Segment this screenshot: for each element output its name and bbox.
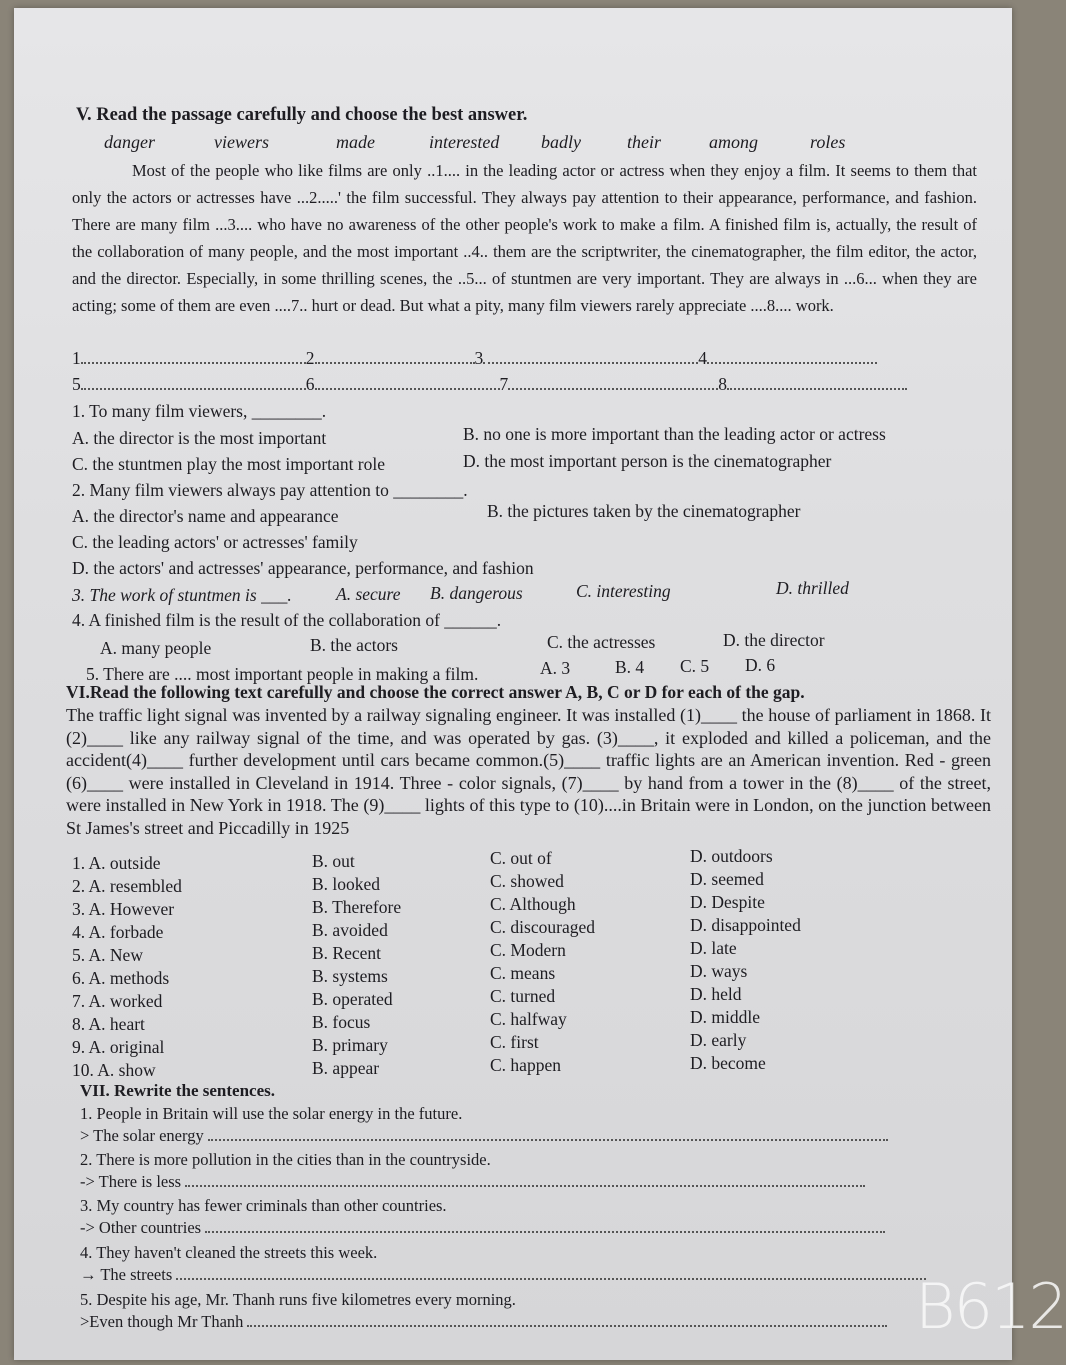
- mc-option-c[interactable]: C. Modern: [490, 940, 566, 960]
- option-a[interactable]: A. the director's name and appearance: [72, 506, 339, 526]
- option-d[interactable]: D. the most important person is the cinematographer: [463, 451, 832, 471]
- mc-option-c[interactable]: C. happen: [490, 1055, 561, 1075]
- mc-question-option-a[interactable]: 10. A. show: [72, 1060, 156, 1080]
- mc-option-b[interactable]: B. focus: [312, 1011, 371, 1032]
- option-a[interactable]: A. secure: [336, 584, 401, 604]
- mc-question-option-a[interactable]: 5. A. New: [72, 945, 143, 965]
- mc-question-option-a[interactable]: 2. A. resembled: [72, 876, 182, 896]
- answer-blank[interactable]: [483, 350, 698, 364]
- answer-blank[interactable]: [315, 350, 475, 364]
- mc-option-c[interactable]: C. Although: [490, 894, 576, 914]
- option-b[interactable]: B. no one is more important than the leading actor or actress: [463, 424, 886, 444]
- section-6-passage: The traffic light signal was invented by a railway signaling engineer. It was installed (1)____ the house of parliament in 1868. It (2)____ like any railway signal of the time, and was operated by gas. (3)____, it exploded and killed a policeman, and the accident(4)____ further development until cars became common.(5)____ traffic lights are an American invention. Red - green (6)____ were installed in Cleveland in 1914. Three - color signals, (7)____ by hand from a tower in the (8)____ of the street, were installed in New York in 1918. The (9)____ lights of this type to (10)....in Britain were in London, on the junction between St James's street and Piccadilly in 1925: [66, 705, 991, 838]
- answer-blank[interactable]: [707, 350, 877, 364]
- mc-option-b[interactable]: B. systems: [312, 965, 388, 986]
- option-c[interactable]: C. the stuntmen play the most important role: [72, 454, 386, 474]
- word-bank-item: among: [709, 132, 758, 152]
- answer-blank[interactable]: [315, 376, 500, 390]
- rewrite-prompt-label: -> There is less: [80, 1172, 182, 1191]
- mc-question-option-a[interactable]: 8. A. heart: [72, 1014, 145, 1034]
- blank-label: 8: [718, 374, 727, 394]
- mc-option-d[interactable]: D. middle: [690, 1006, 760, 1027]
- rewrite-prompt-label: -> Other countries: [80, 1218, 202, 1237]
- mc-option-b[interactable]: B. looked: [312, 873, 381, 894]
- word-bank-item: interested: [429, 132, 500, 152]
- word-bank-item: danger: [104, 132, 155, 152]
- mc-option-d[interactable]: D. seemed: [690, 868, 764, 889]
- mc-option-c[interactable]: C. out of: [490, 848, 552, 868]
- option-b[interactable]: B. 4: [615, 657, 645, 677]
- section-7-title: VII. Rewrite the sentences.: [80, 1081, 275, 1100]
- mc-option-b[interactable]: B. appear: [312, 1057, 380, 1078]
- mc-option-c[interactable]: C. halfway: [490, 1009, 567, 1029]
- word-bank-item: made: [336, 132, 375, 152]
- option-b[interactable]: B. the actors: [310, 635, 398, 655]
- question: 2. Many film viewers always pay attention to ________.: [72, 480, 468, 500]
- word-bank-item: viewers: [214, 132, 269, 152]
- mc-option-b[interactable]: B. avoided: [312, 919, 388, 940]
- blank-label: 1: [72, 348, 81, 368]
- blank-label: 6: [305, 374, 315, 394]
- rewrite-question: 5. Despite his age, Mr. Thanh runs five kilometres every morning.: [80, 1290, 516, 1309]
- answer-blank[interactable]: [727, 376, 907, 390]
- option-d[interactable]: D. the actors' and actresses' appearance, performance, and fashion: [72, 558, 534, 578]
- rewrite-prompt: [80, 1217, 885, 1239]
- rewrite-question: 2. There is more pollution in the cities than in the countryside.: [80, 1150, 491, 1169]
- rewrite-answer-line[interactable]: [247, 1313, 887, 1327]
- mc-option-d[interactable]: D. early: [690, 1029, 747, 1050]
- mc-option-d[interactable]: D. held: [690, 983, 742, 1004]
- option-c[interactable]: C. the leading actors' or actresses' family: [72, 532, 358, 552]
- answer-blank-row: [72, 374, 907, 395]
- blank-label: 3: [474, 348, 484, 368]
- mc-option-c[interactable]: C. means: [490, 963, 556, 983]
- mc-option-d[interactable]: D. Despite: [690, 891, 765, 912]
- option-c[interactable]: C. interesting: [576, 581, 671, 601]
- rewrite-prompt-label: >Even though Mr Thanh: [80, 1312, 244, 1331]
- section-6-title: VI.Read the following text carefully and choose the correct answer A, B, C or D for each of the gap.: [66, 682, 805, 702]
- mc-option-b[interactable]: B. primary: [312, 1034, 388, 1055]
- blank-label: 4: [698, 348, 707, 368]
- blank-label: 5: [72, 374, 81, 394]
- mc-option-b[interactable]: B. Recent: [312, 942, 382, 963]
- mc-option-c[interactable]: C. first: [490, 1032, 539, 1052]
- option-d[interactable]: D. thrilled: [776, 578, 849, 598]
- watermark: B612: [915, 1270, 1066, 1343]
- option-a[interactable]: A. many people: [100, 638, 212, 658]
- question: 5. There are .... most important people in making a film.: [86, 664, 479, 684]
- mc-option-b[interactable]: B. Therefore: [312, 896, 402, 917]
- option-b[interactable]: B. dangerous: [430, 583, 523, 603]
- rewrite-answer-line[interactable]: [208, 1127, 888, 1141]
- rewrite-answer-line[interactable]: [176, 1266, 926, 1280]
- mc-option-d[interactable]: D. disappointed: [690, 914, 801, 935]
- word-bank-item: roles: [810, 132, 846, 152]
- rewrite-prompt: [80, 1311, 887, 1333]
- mc-option-c[interactable]: C. showed: [490, 871, 564, 891]
- rewrite-question: 4. They haven't cleaned the streets this week.: [80, 1243, 378, 1262]
- answer-blank[interactable]: [81, 350, 306, 364]
- rewrite-prompt: [80, 1171, 865, 1193]
- rewrite-prompt: [80, 1125, 888, 1147]
- mc-option-d[interactable]: D. ways: [690, 960, 748, 981]
- answer-blank[interactable]: [81, 376, 306, 390]
- mc-question-option-a[interactable]: 4. A. forbade: [72, 922, 164, 942]
- blank-label: 7: [499, 374, 509, 394]
- question: 3. The work of stuntmen is ___.: [72, 585, 292, 605]
- mc-option-d[interactable]: D. outdoors: [690, 845, 773, 866]
- rewrite-answer-line[interactable]: [205, 1219, 885, 1233]
- word-bank-item: their: [627, 132, 661, 152]
- mc-question-option-a[interactable]: 9. A. original: [72, 1037, 165, 1057]
- mc-option-b[interactable]: B. operated: [312, 988, 393, 1009]
- rewrite-prompt: [80, 1264, 926, 1286]
- rewrite-prompt-label: > The solar energy: [80, 1126, 204, 1145]
- blank-label: 2: [305, 348, 315, 368]
- mc-option-c[interactable]: C. discouraged: [490, 917, 595, 937]
- rewrite-prompt-label: → The streets: [80, 1265, 173, 1284]
- option-d[interactable]: D. the director: [723, 630, 825, 650]
- option-a[interactable]: A. 3: [540, 658, 571, 678]
- answer-blank-row: [72, 348, 877, 369]
- mc-option-c[interactable]: C. turned: [490, 986, 556, 1006]
- option-c[interactable]: C. 5: [680, 656, 710, 676]
- section-5-title: V. Read the passage carefully and choose the best answer.: [76, 105, 528, 125]
- question: 1. To many film viewers, ________.: [72, 401, 327, 421]
- mc-option-b[interactable]: B. out: [312, 850, 355, 871]
- mc-question-option-a[interactable]: 1. A. outside: [72, 853, 161, 873]
- rewrite-answer-line[interactable]: [185, 1173, 865, 1187]
- rewrite-question: 3. My country has fewer criminals than other countries.: [80, 1196, 447, 1215]
- mc-question-option-a[interactable]: 7. A. worked: [72, 991, 163, 1011]
- word-bank-item: badly: [541, 132, 581, 152]
- answer-blank[interactable]: [508, 376, 718, 390]
- option-b[interactable]: B. the pictures taken by the cinematographer: [487, 501, 801, 521]
- option-d[interactable]: D. 6: [745, 655, 776, 675]
- option-c[interactable]: C. the actresses: [547, 632, 656, 652]
- option-a[interactable]: A. the director is the most important: [72, 428, 327, 448]
- mc-question-option-a[interactable]: 6. A. methods: [72, 968, 170, 988]
- mc-option-d[interactable]: D. late: [690, 937, 737, 958]
- mc-question-option-a[interactable]: 3. A. However: [72, 899, 175, 919]
- rewrite-question: 1. People in Britain will use the solar energy in the future.: [80, 1104, 463, 1123]
- mc-option-d[interactable]: D. become: [690, 1052, 766, 1073]
- question: 4. A finished film is the result of the collaboration of ______.: [72, 610, 502, 630]
- section-5-passage: Most of the people who like films are only ..1.... in the leading actor or actress when they enjoy a film. It seems to them that only the actors or actresses have ...2.....' the film successful. They always pay attention to their appearance, performance, and fashion. There are many film ...3.... who have no awareness of the other people's work to make a film. A finished film is, actually, the result of the collaboration of many people, and the most important ..4.. them are the scriptwriter, the cinematographer, the film editor, the actor, and the director. Especially, in some thrilling scenes, the ..5... of stuntmen are very important. They are always in ...6... when they are acting; some of them are even ....7.. hurt or dead. But what a pity, many film viewers rarely appreciate ....8.... work.: [72, 161, 977, 315]
